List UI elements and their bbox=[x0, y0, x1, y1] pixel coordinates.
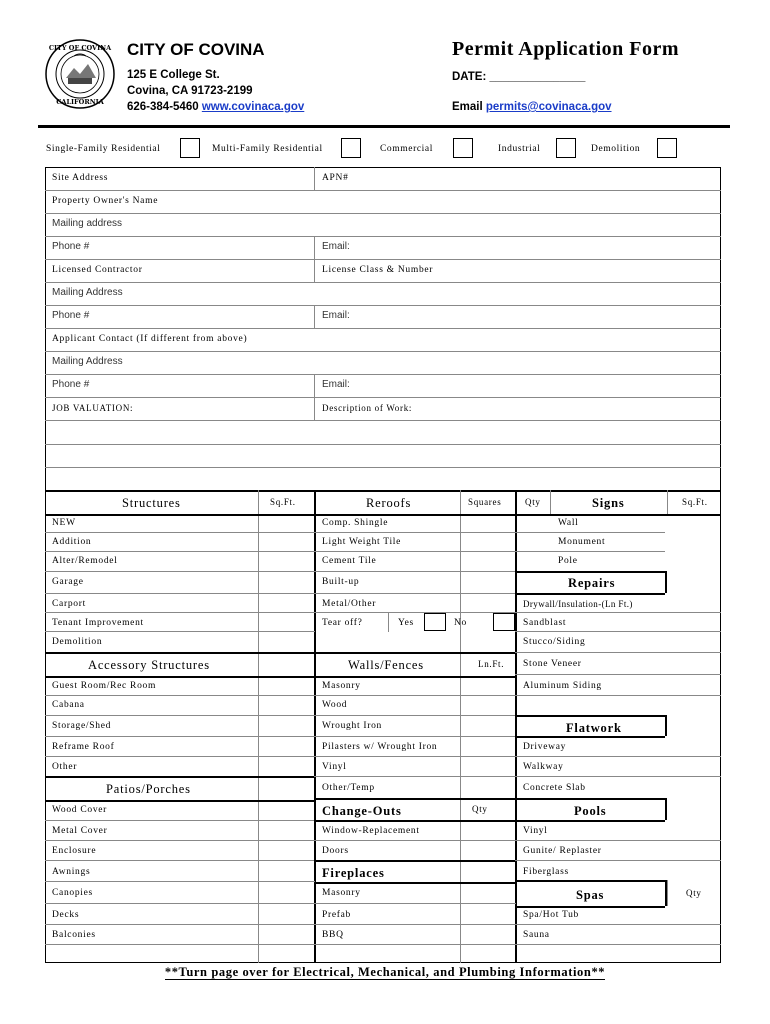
changeout-window-replacement[interactable]: Window-Replacement bbox=[322, 826, 420, 836]
structure-alter-remodel[interactable]: Alter/Remodel bbox=[52, 556, 118, 566]
walls-lnft-header: Ln.Ft. bbox=[478, 659, 505, 669]
reroof-comp-shingle[interactable]: Comp. Shingle bbox=[322, 518, 389, 528]
accessory-structures-heading: Accessory Structures bbox=[88, 658, 210, 672]
reroof-tear-off: Tear off? bbox=[322, 618, 363, 628]
email-label: Email bbox=[452, 101, 483, 113]
city-name: CITY OF COVINA bbox=[127, 40, 265, 59]
reroof-light-weight-tile[interactable]: Light Weight Tile bbox=[322, 537, 402, 547]
website-link[interactable]: www.covinaca.gov bbox=[201, 101, 305, 113]
flatwork-walkway[interactable]: Walkway bbox=[523, 762, 564, 772]
type-single-family-label: Single-Family Residential bbox=[46, 144, 161, 154]
city-seal-logo bbox=[44, 38, 116, 110]
repair-drywall-insulation[interactable]: Drywall/Insulation-(Ln Ft.) bbox=[523, 599, 633, 609]
pool-gunite-replaster[interactable]: Gunite/ Replaster bbox=[523, 846, 602, 856]
description-field[interactable]: Description of Work: bbox=[322, 403, 413, 413]
email-link[interactable]: permits@covinaca.gov bbox=[485, 101, 612, 113]
structure-demolition[interactable]: Demolition bbox=[52, 637, 103, 647]
structures-sqft-header: Sq.Ft. bbox=[270, 497, 296, 507]
structure-new[interactable]: NEW bbox=[52, 518, 76, 528]
patio-metal-cover[interactable]: Metal Cover bbox=[52, 826, 108, 836]
address-line-2: Covina, CA 91723-2199 bbox=[127, 85, 253, 97]
fireplace-prefab[interactable]: Prefab bbox=[322, 910, 351, 920]
email-line bbox=[452, 99, 612, 115]
signs-heading: Signs bbox=[592, 496, 625, 510]
patio-awnings[interactable]: Awnings bbox=[52, 867, 91, 877]
flatwork-heading: Flatwork bbox=[566, 721, 622, 735]
apn-field[interactable]: APN# bbox=[322, 173, 349, 183]
contractor-field[interactable]: Licensed Contractor bbox=[52, 265, 143, 275]
sign-pole[interactable]: Pole bbox=[558, 556, 578, 566]
patio-wood-cover[interactable]: Wood Cover bbox=[52, 805, 108, 815]
accessory-other[interactable]: Other bbox=[52, 762, 78, 772]
sign-wall[interactable]: Wall bbox=[558, 518, 579, 528]
wall-vinyl[interactable]: Vinyl bbox=[322, 762, 347, 772]
change-outs-qty-header: Qty bbox=[472, 804, 488, 814]
license-field[interactable]: License Class & Number bbox=[322, 265, 434, 275]
spas-heading: Spas bbox=[576, 888, 605, 902]
applicant-mailing-field[interactable]: Mailing Address bbox=[52, 356, 123, 367]
footer-note bbox=[0, 965, 770, 980]
wall-wrought-iron[interactable]: Wrought Iron bbox=[322, 721, 382, 731]
date-field[interactable]: DATE: _______________ bbox=[452, 71, 586, 83]
patios-porches-heading: Patios/Porches bbox=[106, 782, 191, 796]
site-address-field[interactable]: Site Address bbox=[52, 173, 109, 183]
spa-hot-tub[interactable]: Spa/Hot Tub bbox=[523, 910, 580, 920]
type-commercial-label: Commercial bbox=[380, 144, 433, 154]
signs-qty-header: Qty bbox=[525, 497, 541, 507]
tear-off-no-checkbox[interactable] bbox=[493, 613, 515, 631]
patio-enclosure[interactable]: Enclosure bbox=[52, 846, 97, 856]
owner-name-field[interactable]: Property Owner's Name bbox=[52, 196, 159, 206]
type-commercial-checkbox[interactable] bbox=[453, 138, 473, 158]
pools-heading: Pools bbox=[574, 804, 607, 818]
contractor-email-field[interactable]: Email: bbox=[322, 310, 350, 321]
flatwork-concrete-slab[interactable]: Concrete Slab bbox=[523, 783, 586, 793]
svg-text:CALIFORNIA: CALIFORNIA bbox=[56, 98, 104, 106]
applicant-email-field[interactable]: Email: bbox=[322, 379, 350, 390]
contact-line bbox=[127, 99, 304, 115]
walls-fences-heading: Walls/Fences bbox=[348, 658, 424, 672]
signs-sqft-header: Sq.Ft. bbox=[682, 497, 708, 507]
contractor-phone-field[interactable]: Phone # bbox=[52, 310, 90, 321]
tear-off-yes-label: Yes bbox=[398, 618, 414, 628]
form-title: Permit Application Form bbox=[452, 38, 680, 60]
owner-email-field[interactable]: Email: bbox=[322, 241, 350, 252]
repair-stucco-siding[interactable]: Stucco/Siding bbox=[523, 637, 586, 647]
footer-text: **Turn page over for Electrical, Mechanical, and Plumbing Information** bbox=[164, 965, 606, 979]
permit-form bbox=[45, 167, 721, 963]
owner-phone-field[interactable]: Phone # bbox=[52, 241, 90, 252]
fireplace-bbq[interactable]: BBQ bbox=[322, 930, 344, 940]
address-line-1: 125 E College St. bbox=[127, 69, 220, 81]
repair-sandblast[interactable]: Sandblast bbox=[523, 618, 567, 628]
type-multi-family-label: Multi-Family Residential bbox=[212, 144, 323, 154]
accessory-storage-shed[interactable]: Storage/Shed bbox=[52, 721, 112, 731]
type-single-family-checkbox[interactable] bbox=[180, 138, 200, 158]
type-multi-family-checkbox[interactable] bbox=[341, 138, 361, 158]
accessory-guest-room[interactable]: Guest Room/Rec Room bbox=[52, 681, 157, 691]
repairs-heading: Repairs bbox=[568, 576, 616, 590]
job-valuation-field[interactable]: JOB VALUATION: bbox=[52, 403, 134, 413]
reroof-metal-other[interactable]: Metal/Other bbox=[322, 599, 377, 609]
accessory-reframe-roof[interactable]: Reframe Roof bbox=[52, 742, 115, 752]
structure-carport[interactable]: Carport bbox=[52, 599, 86, 609]
repair-stone-veneer[interactable]: Stone Veneer bbox=[523, 659, 582, 669]
tear-off-no-label: No bbox=[454, 618, 468, 628]
type-demolition-checkbox[interactable] bbox=[657, 138, 677, 158]
wall-masonry[interactable]: Masonry bbox=[322, 681, 361, 691]
repair-aluminum-siding[interactable]: Aluminum Siding bbox=[523, 681, 602, 691]
sign-monument[interactable]: Monument bbox=[558, 537, 606, 547]
applicant-contact-field[interactable]: Applicant Contact (If different from above) bbox=[52, 334, 248, 344]
structure-garage[interactable]: Garage bbox=[52, 577, 84, 587]
changeout-doors[interactable]: Doors bbox=[322, 846, 349, 856]
svg-text:CITY OF COVINA: CITY OF COVINA bbox=[48, 44, 112, 52]
tear-off-yes-checkbox[interactable] bbox=[424, 613, 446, 631]
reroof-cement-tile[interactable]: Cement Tile bbox=[322, 556, 377, 566]
flatwork-driveway[interactable]: Driveway bbox=[523, 742, 567, 752]
type-industrial-label: Industrial bbox=[498, 144, 541, 154]
structure-tenant-improvement[interactable]: Tenant Improvement bbox=[52, 618, 144, 628]
spa-sauna[interactable]: Sauna bbox=[523, 930, 550, 940]
patio-canopies[interactable]: Canopies bbox=[52, 888, 93, 898]
reroofs-heading: Reroofs bbox=[366, 496, 412, 510]
reroofs-squares-header: Squares bbox=[468, 497, 502, 507]
reroof-built-up[interactable]: Built-up bbox=[322, 577, 360, 587]
patio-balconies[interactable]: Balconies bbox=[52, 930, 96, 940]
owner-mailing-field[interactable]: Mailing address bbox=[52, 218, 123, 229]
type-industrial-checkbox[interactable] bbox=[556, 138, 576, 158]
accessory-cabana[interactable]: Cabana bbox=[52, 700, 85, 710]
pool-vinyl[interactable]: Vinyl bbox=[523, 826, 548, 836]
phone-number: 626-384-5460 bbox=[127, 101, 199, 113]
applicant-phone-field[interactable]: Phone # bbox=[52, 379, 90, 390]
wall-pilasters[interactable]: Pilasters w/ Wrought Iron bbox=[322, 742, 438, 752]
pool-fiberglass[interactable]: Fiberglass bbox=[523, 867, 569, 877]
spas-qty-header: Qty bbox=[686, 888, 702, 898]
structure-addition[interactable]: Addition bbox=[52, 537, 92, 547]
patio-decks[interactable]: Decks bbox=[52, 910, 80, 920]
header-rule bbox=[38, 125, 730, 128]
fireplace-masonry[interactable]: Masonry bbox=[322, 888, 361, 898]
type-demolition-label: Demolition bbox=[591, 144, 641, 154]
structures-heading: Structures bbox=[122, 496, 181, 510]
wall-wood[interactable]: Wood bbox=[322, 700, 348, 710]
fireplaces-heading: Fireplaces bbox=[322, 866, 385, 880]
contractor-mailing-field[interactable]: Mailing Address bbox=[52, 287, 123, 298]
wall-other-temp[interactable]: Other/Temp bbox=[322, 783, 375, 793]
change-outs-heading: Change-Outs bbox=[322, 804, 402, 818]
